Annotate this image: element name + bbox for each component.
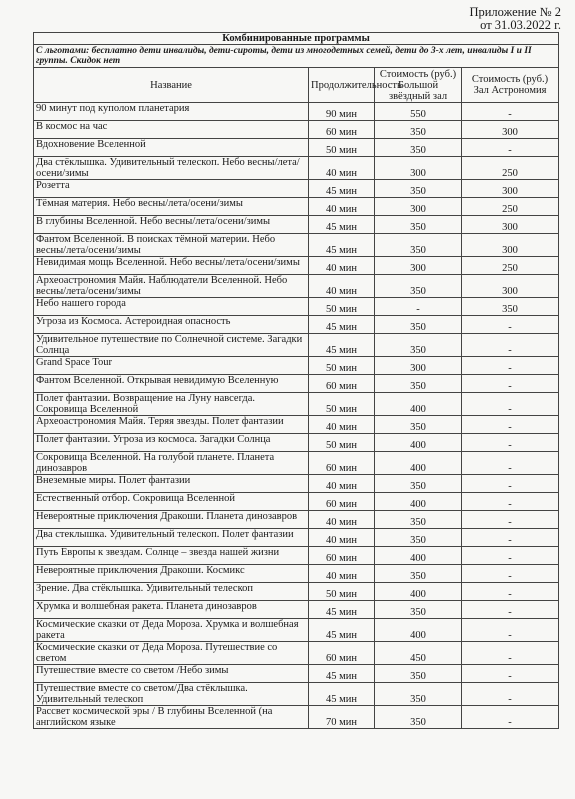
price-astronomy-hall: -	[462, 334, 559, 357]
program-name: Полет фантазии. Угроза из космоса. Загадки Солнца	[34, 434, 309, 452]
table-row	[34, 683, 559, 706]
price-astronomy-hall: -	[462, 416, 559, 434]
table-row	[34, 393, 559, 416]
price-astronomy-hall: -	[462, 665, 559, 683]
price-astronomy-hall: -	[462, 547, 559, 565]
price-big-hall: 350	[375, 121, 462, 139]
program-duration: 60 мин	[309, 642, 375, 665]
price-astronomy-hall: 250	[462, 257, 559, 275]
price-astronomy-hall: -	[462, 706, 559, 729]
table-row	[34, 275, 559, 298]
table-row	[34, 706, 559, 729]
programs-table	[33, 32, 559, 729]
header-name: Название	[34, 68, 309, 103]
program-name: В глубины Вселенной. Небо весны/лета/осени/зимы	[34, 216, 309, 234]
program-duration: 60 мин	[309, 493, 375, 511]
program-name: Угроза из Космоса. Астероидная опасность	[34, 316, 309, 334]
program-name: Grand Space Tour	[34, 357, 309, 375]
price-big-hall: 350	[375, 601, 462, 619]
program-duration: 40 мин	[309, 475, 375, 493]
price-astronomy-hall: -	[462, 683, 559, 706]
price-big-hall: 400	[375, 393, 462, 416]
table-row	[34, 665, 559, 683]
program-duration: 45 мин	[309, 683, 375, 706]
header-price-astronomy-hall: Стоимость (руб.) Зал Астрономия	[462, 68, 559, 103]
appendix-number: Приложение № 2	[469, 5, 561, 19]
program-name: Сокровища Вселенной. На голубой планете. Планета динозавров	[34, 452, 309, 475]
table-title: Комбинированные программы	[34, 33, 559, 45]
table-row	[34, 180, 559, 198]
program-name: Фантом Вселенной. В поисках тёмной материи. Небо весны/лета/осени/зимы	[34, 234, 309, 257]
price-astronomy-hall: -	[462, 393, 559, 416]
table-row	[34, 511, 559, 529]
program-name: Розетта	[34, 180, 309, 198]
program-duration: 45 мин	[309, 180, 375, 198]
price-big-hall: 450	[375, 642, 462, 665]
price-big-hall: 350	[375, 475, 462, 493]
program-name: В космос на час	[34, 121, 309, 139]
program-duration: 60 мин	[309, 121, 375, 139]
programs-table-body	[34, 103, 559, 729]
table-row	[34, 216, 559, 234]
program-name: Путешествие вместе со светом /Небо зимы	[34, 665, 309, 683]
program-name: Археоастрономия Майя. Наблюдатели Вселенной. Небо весны/лета/осени/зимы	[34, 275, 309, 298]
price-astronomy-hall: -	[462, 434, 559, 452]
price-astronomy-hall: -	[462, 583, 559, 601]
price-astronomy-hall: -	[462, 375, 559, 393]
price-astronomy-hall: -	[462, 601, 559, 619]
price-astronomy-hall: -	[462, 493, 559, 511]
price-big-hall: 300	[375, 257, 462, 275]
table-row	[34, 121, 559, 139]
program-duration: 50 мин	[309, 434, 375, 452]
program-duration: 40 мин	[309, 157, 375, 180]
price-astronomy-hall: 300	[462, 121, 559, 139]
table-row	[34, 452, 559, 475]
program-duration: 40 мин	[309, 565, 375, 583]
price-big-hall: -	[375, 298, 462, 316]
table-row	[34, 619, 559, 642]
program-duration: 60 мин	[309, 375, 375, 393]
table-row	[34, 493, 559, 511]
price-big-hall: 350	[375, 139, 462, 157]
price-big-hall: 350	[375, 375, 462, 393]
program-duration: 45 мин	[309, 619, 375, 642]
price-big-hall: 400	[375, 547, 462, 565]
program-name: Полет фантазии. Возвращение на Луну навсегда. Сокровища Вселенной	[34, 393, 309, 416]
price-astronomy-hall: -	[462, 619, 559, 642]
price-astronomy-hall: 300	[462, 275, 559, 298]
price-big-hall: 400	[375, 452, 462, 475]
program-name: Путешествие вместе со светом/Два стёклышка. Удивительный телескоп	[34, 683, 309, 706]
price-big-hall: 350	[375, 316, 462, 334]
program-name: Космические сказки от Деда Мороза. Хрумка и волшебная ракета	[34, 619, 309, 642]
table-row	[34, 234, 559, 257]
program-name: Космические сказки от Деда Мороза. Путешествие со светом	[34, 642, 309, 665]
price-astronomy-hall: 300	[462, 234, 559, 257]
program-name: Фантом Вселенной. Открывая невидимую Вселенную	[34, 375, 309, 393]
table-row	[34, 601, 559, 619]
program-name: Естественный отбор. Сокровища Вселенной	[34, 493, 309, 511]
table-row	[34, 375, 559, 393]
table-row	[34, 103, 559, 121]
program-name: Удивительное путешествие по Солнечной системе. Загадки Солнца	[34, 334, 309, 357]
table-row	[34, 642, 559, 665]
price-big-hall: 350	[375, 216, 462, 234]
price-big-hall: 350	[375, 180, 462, 198]
program-name: Два стеклышка. Удивительный телескоп. Полет фантазии	[34, 529, 309, 547]
program-name: Небо нашего города	[34, 298, 309, 316]
program-duration: 70 мин	[309, 706, 375, 729]
price-astronomy-hall: -	[462, 357, 559, 375]
program-duration: 45 мин	[309, 234, 375, 257]
price-big-hall: 350	[375, 234, 462, 257]
price-big-hall: 350	[375, 275, 462, 298]
table-row	[34, 198, 559, 216]
price-astronomy-hall: -	[462, 103, 559, 121]
table-row	[34, 257, 559, 275]
price-big-hall: 350	[375, 529, 462, 547]
program-name: Зрение. Два стёклышка. Удивительный телескоп	[34, 583, 309, 601]
program-duration: 60 мин	[309, 452, 375, 475]
price-big-hall: 400	[375, 583, 462, 601]
price-big-hall: 400	[375, 493, 462, 511]
program-duration: 40 мин	[309, 529, 375, 547]
price-big-hall: 350	[375, 706, 462, 729]
table-row	[34, 139, 559, 157]
program-name: Путь Европы к звездам. Солнце – звезда нашей жизни	[34, 547, 309, 565]
price-astronomy-hall: -	[462, 316, 559, 334]
price-big-hall: 300	[375, 198, 462, 216]
table-row	[34, 529, 559, 547]
price-big-hall: 350	[375, 683, 462, 706]
price-big-hall: 400	[375, 434, 462, 452]
price-astronomy-hall: 350	[462, 298, 559, 316]
table-row	[34, 583, 559, 601]
program-name: Невероятные приключения Дракоши. Космикс	[34, 565, 309, 583]
price-astronomy-hall: -	[462, 511, 559, 529]
program-name: Невероятные приключения Дракоши. Планета динозавров	[34, 511, 309, 529]
table-row	[34, 565, 559, 583]
table-row	[34, 547, 559, 565]
program-duration: 45 мин	[309, 216, 375, 234]
header-duration: Продолжительность	[309, 68, 375, 103]
price-big-hall: 300	[375, 357, 462, 375]
table-row	[34, 416, 559, 434]
price-big-hall: 350	[375, 416, 462, 434]
price-big-hall: 350	[375, 665, 462, 683]
price-big-hall: 400	[375, 619, 462, 642]
price-astronomy-hall: -	[462, 452, 559, 475]
table-row	[34, 157, 559, 180]
program-duration: 40 мин	[309, 511, 375, 529]
program-name: Невидимая мощь Вселенной. Небо весны/лета/осени/зимы	[34, 257, 309, 275]
program-duration: 50 мин	[309, 583, 375, 601]
price-big-hall: 300	[375, 157, 462, 180]
program-name: Хрумка и волшебная ракета. Планета динозавров	[34, 601, 309, 619]
price-big-hall: 550	[375, 103, 462, 121]
table-row	[34, 298, 559, 316]
program-duration: 40 мин	[309, 275, 375, 298]
price-astronomy-hall: 250	[462, 157, 559, 180]
price-big-hall: 350	[375, 565, 462, 583]
price-big-hall: 350	[375, 511, 462, 529]
program-duration: 40 мин	[309, 257, 375, 275]
program-name: Археоастрономия Майя. Теряя звезды. Полет фантазии	[34, 416, 309, 434]
program-name: 90 минут под куполом планетария	[34, 103, 309, 121]
program-duration: 40 мин	[309, 416, 375, 434]
table-row	[34, 334, 559, 357]
program-duration: 45 мин	[309, 601, 375, 619]
program-name: Рассвет космической эры / В глубины Вселенной (на английском языке	[34, 706, 309, 729]
table-row	[34, 316, 559, 334]
program-duration: 90 мин	[309, 103, 375, 121]
program-duration: 40 мин	[309, 198, 375, 216]
program-duration: 50 мин	[309, 357, 375, 375]
program-duration: 50 мин	[309, 298, 375, 316]
program-duration: 50 мин	[309, 393, 375, 416]
program-name: Два стёклышка. Удивительный телескоп. Небо весны/лета/осени/зимы	[34, 157, 309, 180]
table-row	[34, 357, 559, 375]
program-name: Внеземные миры. Полет фантазии	[34, 475, 309, 493]
price-astronomy-hall: -	[462, 529, 559, 547]
program-duration: 60 мин	[309, 547, 375, 565]
price-astronomy-hall: 300	[462, 216, 559, 234]
price-astronomy-hall: -	[462, 565, 559, 583]
table-row	[34, 475, 559, 493]
price-astronomy-hall: 300	[462, 180, 559, 198]
table-row	[34, 434, 559, 452]
program-name: Тёмная материя. Небо весны/лета/осени/зимы	[34, 198, 309, 216]
price-astronomy-hall: -	[462, 475, 559, 493]
appendix-date: от 31.03.2022 г.	[480, 18, 561, 32]
header-price-big-hall: Стоимость (руб.) Большой звёздный зал	[375, 68, 462, 103]
program-duration: 50 мин	[309, 139, 375, 157]
price-astronomy-hall: 250	[462, 198, 559, 216]
price-big-hall: 350	[375, 334, 462, 357]
price-astronomy-hall: -	[462, 139, 559, 157]
program-duration: 45 мин	[309, 334, 375, 357]
program-duration: 45 мин	[309, 665, 375, 683]
price-astronomy-hall: -	[462, 642, 559, 665]
program-duration: 45 мин	[309, 316, 375, 334]
program-name: Вдохновение Вселенной	[34, 139, 309, 157]
benefits-note: С льготами: бесплатно дети инвалиды, дети-сироты, дети из многодетных семей, дети до 3-х лет, инвалиды I и II группы. Скидок нет	[34, 45, 559, 68]
appendix-label	[469, 6, 561, 32]
